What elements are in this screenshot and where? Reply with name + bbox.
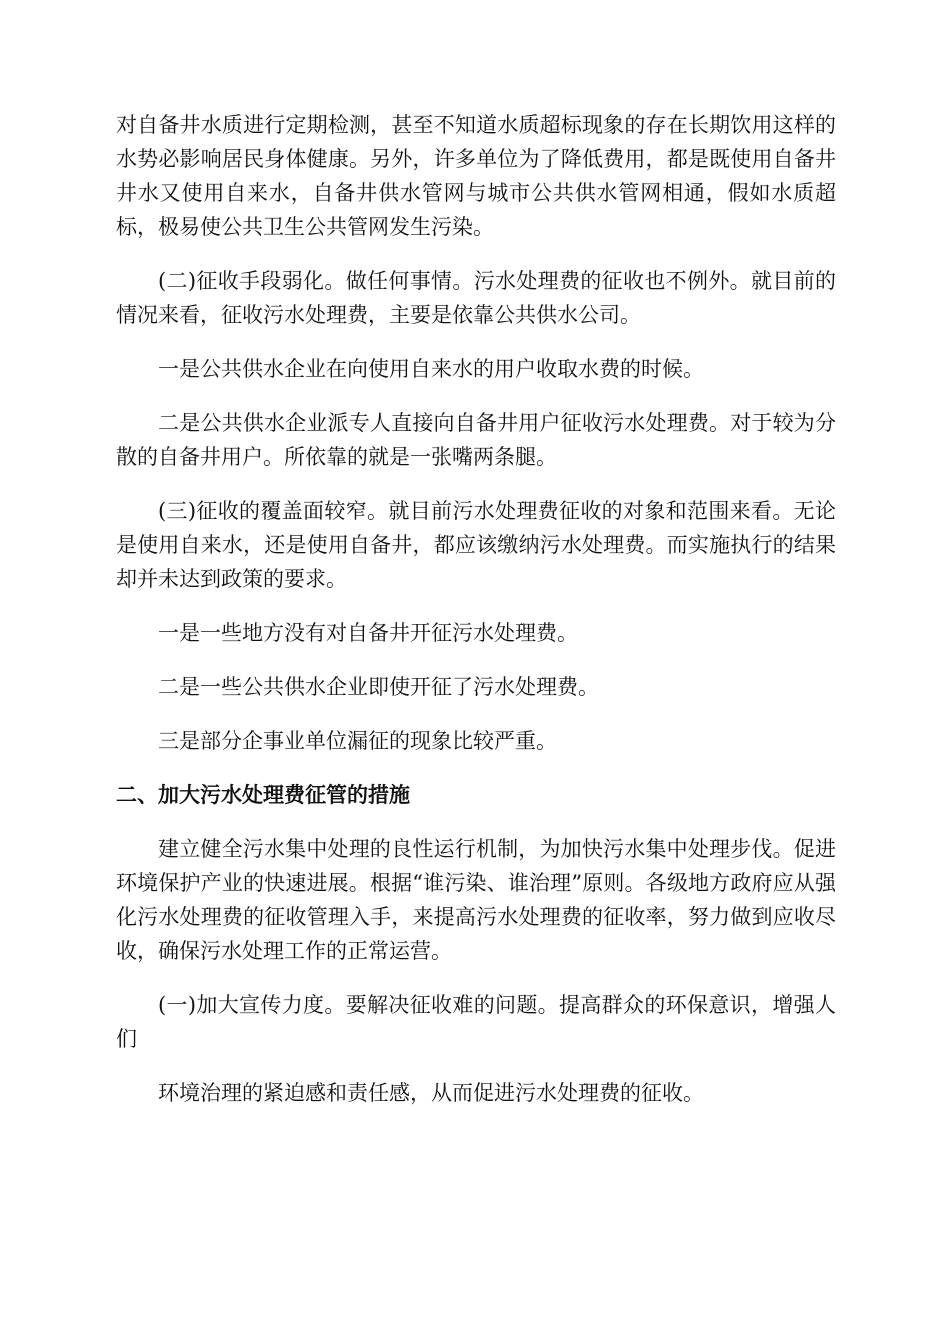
paragraph-item-dedicated-staff: 二是公共供水企业派专人直接向自备井用户征收污水处理费。对于较为分散的自备井用户。所依靠的就是一张嘴两条腿。 bbox=[116, 411, 836, 469]
section-heading: 二、加大污水处理费征管的措施 bbox=[116, 783, 410, 807]
paragraph-item-levied: 二是一些公共供水企业即使开征了污水处理费。 bbox=[158, 675, 599, 699]
paragraph-item-no-levy: 一是一些地方没有对自备井开征污水处理费。 bbox=[158, 621, 578, 645]
paragraph-item-missed-levy: 三是部分企事业单位漏征的现象比较严重。 bbox=[158, 729, 557, 753]
document-page bbox=[116, 108, 836, 1130]
paragraph-awareness: 环境治理的紧迫感和责任感，从而促进污水处理费的征收。 bbox=[158, 1081, 704, 1105]
paragraph-publicity: (一)加大宣传力度。要解决征收难的问题。提高群众的环保意识，增强人们 bbox=[116, 993, 836, 1051]
paragraph-item-tap-water: 一是公共供水企业在向使用自来水的用户收取水费的时候。 bbox=[158, 357, 704, 381]
paragraph-coverage-narrow: (三)征收的覆盖面较窄。就目前污水处理费征收的对象和范围来看。无论是使用自来水，还是使用自备井，都应该缴纳污水处理费。而实施执行的结果却并未达到政策的要求。 bbox=[116, 499, 836, 591]
paragraph-well-water-quality: 对自备井水质进行定期检测，甚至不知道水质超标现象的存在长期饮用这样的水势必影响居民身体健康。另外，许多单位为了降低费用，都是既使用自备井井水又使用自来水，自备井供水管网与城市公共供水管网相通，假如水质超标，极易使公共卫生公共管网发生污染。 bbox=[116, 113, 836, 239]
paragraph-collection-weakened: (二)征收手段弱化。做任何事情。污水处理费的征收也不例外。就目前的情况来看，征收污水处理费，主要是依靠公共供水公司。 bbox=[116, 269, 836, 327]
paragraph-mechanism: 建立健全污水集中处理的良性运行机制，为加快污水集中处理步伐。促进环境保护产业的快速进展。根据“谁污染、谁治理”原则。各级地方政府应从强化污水处理费的征收管理入手，来提高污水处理费的征收率，努力做到应收尽收，确保污水处理工作的正常运营。 bbox=[116, 837, 836, 963]
